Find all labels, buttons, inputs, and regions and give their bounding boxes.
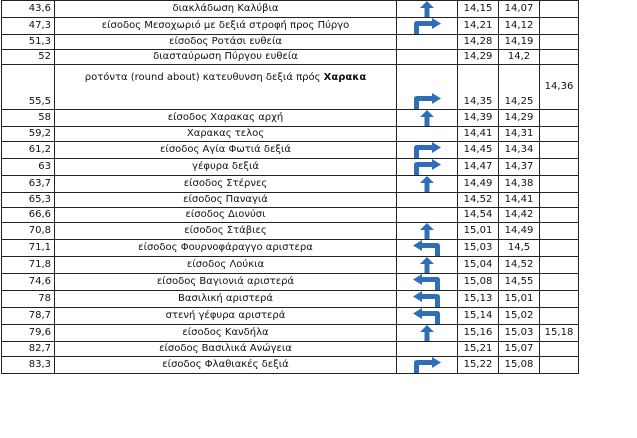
table-row (2, 274, 579, 291)
time-cell-1: 14,35 (458, 65, 499, 110)
time-cell-1: 15,13 (458, 291, 499, 308)
direction-cell (397, 1, 458, 18)
km-cell: 59,2 (2, 127, 55, 142)
description-cell: είσοδος Βασιλικά Ανώγεια (55, 342, 397, 357)
turn-left-icon (412, 291, 442, 307)
time-cell-1: 14,28 (458, 35, 499, 50)
time-cell-2: 14,2 (499, 50, 540, 65)
table-row (2, 308, 579, 325)
description-cell (55, 65, 397, 110)
time-cell-1: 15,03 (458, 240, 499, 257)
time-cell-1: 14,49 (458, 176, 499, 193)
table-row (2, 257, 579, 274)
turn-left-icon (412, 308, 442, 324)
time-cell-1: 14,52 (458, 193, 499, 208)
time-cell-2: 15,02 (499, 308, 540, 325)
km-cell: 63 (2, 159, 55, 176)
time-cell-2: 14,25 (499, 65, 540, 110)
time-cell-1: 14,41 (458, 127, 499, 142)
time-cell-3 (540, 159, 579, 176)
km-cell: 82,7 (2, 342, 55, 357)
arrow-up-icon (420, 176, 434, 192)
description-cell: είσοδος Μεσοχωριό με δεξιά στροφή προς Πύργο (55, 18, 397, 35)
km-cell: 63,7 (2, 176, 55, 193)
direction-cell (397, 308, 458, 325)
km-cell: 58 (2, 110, 55, 127)
time-cell-2: 14,49 (499, 223, 540, 240)
km-cell: 65,3 (2, 193, 55, 208)
time-cell-3 (540, 240, 579, 257)
direction-cell (397, 110, 458, 127)
table-row (2, 127, 579, 142)
direction-cell (397, 18, 458, 35)
km-cell: 61,2 (2, 142, 55, 159)
time-cell-2: 14,31 (499, 127, 540, 142)
time-cell-1: 15,04 (458, 257, 499, 274)
km-cell: 52 (2, 50, 55, 65)
table-row (2, 208, 579, 223)
description-cell: Βασιλική αριστερά (55, 291, 397, 308)
description-cell: είσοδος Στέρνες (55, 176, 397, 193)
description-cell: διασταύρωση Πύργου ευθεία (55, 50, 397, 65)
table-row (2, 159, 579, 176)
table-row (2, 342, 579, 357)
time-cell-3 (540, 357, 579, 374)
direction-cell (397, 127, 458, 142)
time-cell-3: 15,18 (540, 325, 579, 342)
arrow-up-icon (420, 1, 434, 17)
km-cell: 43,6 (2, 1, 55, 18)
time-cell-2: 14,07 (499, 1, 540, 18)
time-cell-3 (540, 193, 579, 208)
time-cell-2: 14,41 (499, 193, 540, 208)
direction-cell (397, 291, 458, 308)
time-cell-3 (540, 1, 579, 18)
arrow-up-icon (420, 325, 434, 341)
time-cell-3 (540, 257, 579, 274)
time-cell-2: 14,12 (499, 18, 540, 35)
table-row (2, 110, 579, 127)
time-cell-3 (540, 127, 579, 142)
direction-cell (397, 142, 458, 159)
km-cell: 70,8 (2, 223, 55, 240)
km-cell: 79,6 (2, 325, 55, 342)
table-row (2, 193, 579, 208)
direction-cell (397, 223, 458, 240)
time-cell-3 (540, 35, 579, 50)
time-cell-1: 14,21 (458, 18, 499, 35)
km-cell: 66,6 (2, 208, 55, 223)
turn-right-icon (412, 357, 442, 373)
time-cell-3 (540, 142, 579, 159)
time-cell-1: 15,16 (458, 325, 499, 342)
table-row (2, 142, 579, 159)
description-cell: είσοδος Ροτάσι ευθεία (55, 35, 397, 50)
table-row (2, 325, 579, 342)
direction-cell (397, 257, 458, 274)
turn-right-icon (412, 159, 442, 175)
direction-cell (397, 208, 458, 223)
description-cell: είσοδος Χαρακας αρχή (55, 110, 397, 127)
turn-left-icon (412, 240, 442, 256)
direction-cell (397, 176, 458, 193)
time-cell-2: 14,29 (499, 110, 540, 127)
direction-cell (397, 240, 458, 257)
time-cell-1: 15,21 (458, 342, 499, 357)
time-cell-2: 14,38 (499, 176, 540, 193)
time-cell-3 (540, 223, 579, 240)
direction-cell (397, 357, 458, 374)
direction-cell (397, 274, 458, 291)
table-row (2, 50, 579, 65)
arrow-up-icon (420, 110, 434, 126)
km-cell: 78,7 (2, 308, 55, 325)
description-cell: είσοδος Διονύσι (55, 208, 397, 223)
time-cell-1: 15,22 (458, 357, 499, 374)
km-cell: 83,3 (2, 357, 55, 374)
arrow-up-icon (420, 257, 434, 273)
km-cell: 51,3 (2, 35, 55, 50)
time-cell-2: 14,42 (499, 208, 540, 223)
table-row (2, 1, 579, 18)
km-cell: 71,1 (2, 240, 55, 257)
description-cell: είσοδος Βαγιονιά αριστερά (55, 274, 397, 291)
time-cell-1: 14,39 (458, 110, 499, 127)
km-cell: 71,8 (2, 257, 55, 274)
description-cell: στενή γέφυρα αριστερά (55, 308, 397, 325)
turn-right-icon (412, 142, 442, 158)
description-text: ροτόντα (round about) κατευθυνση δεξιά πρός (84, 72, 324, 83)
time-cell-1: 14,29 (458, 50, 499, 65)
time-cell-3 (540, 176, 579, 193)
arrow-up-icon (420, 223, 434, 239)
description-cell: είσοδος Λούκια (55, 257, 397, 274)
table-row (2, 35, 579, 50)
km-cell: 55,5 (2, 65, 55, 110)
direction-cell (397, 193, 458, 208)
time-cell-1: 14,45 (458, 142, 499, 159)
direction-cell (397, 325, 458, 342)
time-cell-2: 14,5 (499, 240, 540, 257)
time-cell-1: 14,54 (458, 208, 499, 223)
km-cell: 47,3 (2, 18, 55, 35)
time-cell-2: 15,08 (499, 357, 540, 374)
time-cell-3 (540, 342, 579, 357)
time-cell-1: 14,15 (458, 1, 499, 18)
description-cell: γέφυρα δεξιά (55, 159, 397, 176)
turn-left-icon (412, 274, 442, 290)
time-cell-1: 15,08 (458, 274, 499, 291)
km-cell: 78 (2, 291, 55, 308)
table-row (2, 18, 579, 35)
direction-cell (397, 342, 458, 357)
table-row (2, 291, 579, 308)
time-cell-3 (540, 110, 579, 127)
direction-cell (397, 50, 458, 65)
description-cell: είσοδος Φουρνοφάραγγο αριστερα (55, 240, 397, 257)
time-cell-3 (540, 208, 579, 223)
time-cell-2: 14,37 (499, 159, 540, 176)
description-cell: είσοδος Παναγιά (55, 193, 397, 208)
table-row (2, 240, 579, 257)
time-cell-2: 14,55 (499, 274, 540, 291)
time-cell-3 (540, 274, 579, 291)
table-row (2, 176, 579, 193)
destination-highlight: Χαρακα (323, 72, 367, 83)
time-cell-3 (540, 291, 579, 308)
description-cell: είσοδος Φλαθιακές δεξιά (55, 357, 397, 374)
description-cell: είσοδος Αγία Φωτιά δεξιά (55, 142, 397, 159)
table-row (2, 357, 579, 374)
time-cell-2: 14,34 (499, 142, 540, 159)
time-cell-2: 15,01 (499, 291, 540, 308)
turn-right-icon (412, 18, 442, 34)
description-cell: είσοδος Κανδήλα (55, 325, 397, 342)
description-cell: Χαρακας τελος (55, 127, 397, 142)
time-cell-3: 14,36 (540, 65, 579, 110)
time-cell-2: 15,03 (499, 325, 540, 342)
time-cell-1: 14,47 (458, 159, 499, 176)
table-row (2, 223, 579, 240)
time-cell-1: 15,14 (458, 308, 499, 325)
route-table (1, 0, 579, 374)
time-cell-2: 14,52 (499, 257, 540, 274)
direction-cell (397, 159, 458, 176)
time-cell-2: 14,19 (499, 35, 540, 50)
turn-right-icon (412, 93, 442, 109)
description-cell: διακλάδωση Καλύβια (55, 1, 397, 18)
time-cell-1: 15,01 (458, 223, 499, 240)
direction-cell (397, 35, 458, 50)
time-cell-3 (540, 50, 579, 65)
time-cell-3 (540, 18, 579, 35)
description-cell: είσοδος Στάβιες (55, 223, 397, 240)
time-cell-3 (540, 308, 579, 325)
table-row (2, 65, 579, 110)
time-cell-2: 15,07 (499, 342, 540, 357)
km-cell: 74,6 (2, 274, 55, 291)
direction-cell (397, 65, 458, 110)
